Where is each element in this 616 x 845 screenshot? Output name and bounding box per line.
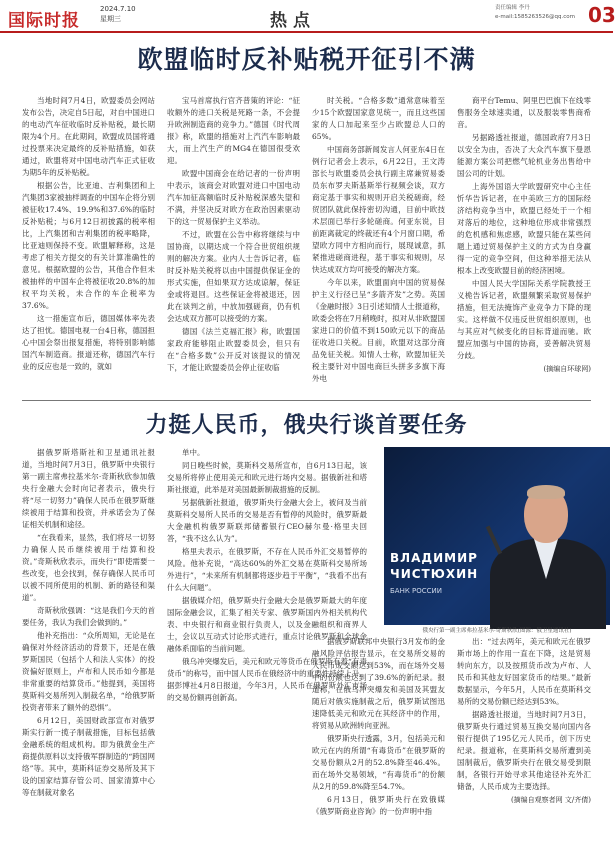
article1-byline: (摘编自环球网) (543, 365, 591, 373)
article2-column-1 (22, 447, 155, 837)
screen-bank-label: БАНК РОССИИ (390, 587, 443, 595)
paragraph: 另据路透社报道，德国政府7月3日以安全为由，否决了大众汽车旗下曼恩能源方案公司把燃气轮机业务出售给中国公司的计划。 (457, 133, 591, 178)
paragraph: 上海外国语大学欧盟研究中心主任忻华告诉记者，在中美欧三方的国际经济结构竞争当中，欧盟已经处于一个相对落后的地位，这种地位形成非常强烈的危机感和焦虑感，欧盟只能在某些问题上通过贸易保护主义的方式为自身赢得一定的竞争空间，但这种举措无法从根本上改变欧盟目前的经济困境。 (457, 182, 591, 275)
paragraph: 时关税。“合格多数”通常意味着至少15个欧盟国家意见统一，而且这些国家的人口加起来至少占欧盟总人口的65%。 (312, 96, 445, 141)
paragraph: “在我看来，显然，我们将尽一切努力确保人民币继续被用于结算和投资。”奇斯秋欣表示，而央行“即使需要一些改变，也会找到，保存确保人民币可以被不同所使用的机制、新的路径和渠道”。 (22, 533, 155, 602)
article2-headline: 力挺人民币，俄央行谈首要任务 (145, 413, 468, 438)
photo-caption: 俄央行第一副主席弗拉基米尔·奇斯秋欣(图源：俄卫星通讯社) (422, 628, 572, 634)
paragraph: 宝马首席执行官齐普策的评论：“征收额外的进口关税是死路一条，不会提升欧洲制造商的竞争力。”德国《时代周报》称，欧盟的措施对上汽汽车影响最大，而上汽生产的MG4在德国很受欢迎。 (167, 96, 300, 165)
paragraph: 另据俄新社报道，俄罗斯央行金融大会上，被问及当前莫斯科交易所人民币的交易是否有暂停的风险时，俄罗斯最大金融机构俄罗斯联邦储蓄银行CEO赫尔曼·格里夫回答，“我不这么认为”。 (167, 498, 367, 543)
paragraph: 出：“过去两年，美元和欧元在俄罗斯市场上的作用一直在下降，这是贸易转向东方，以及按照货币改为卢布、人民币和其他友好国家货币的结果。”最新数据显示，今年5月，人民币在莫斯科交易所的交易份额已经达到53%。 (457, 637, 591, 706)
masthead: 国际时报 (8, 11, 80, 31)
article2-column-3 (312, 636, 445, 836)
screen-name-line1: ВЛАДИМИР (390, 551, 478, 565)
page-header (0, 0, 616, 33)
paragraph: 6月13日，俄罗斯央行在致俄媒《俄罗斯商业咨询》的一份声明中指 (312, 795, 445, 816)
article1-column-4 (457, 95, 591, 395)
paragraph: 单中。 (182, 448, 205, 457)
paragraph: 俄乌冲突爆发后，美元和欧元等货币在俄罗斯有着“有毒货币”的称号，而中国人民币在俄经济中的重要性持续上升。据彭博社4月8日报道，今年3月，人民币在俄罗斯外汇市场的交易份额再创新高。 (167, 657, 367, 702)
article1-column-3 (312, 95, 445, 395)
paragraph: 商平台Temu、阿里巴巴旗下在线零售服务全球速卖通，以及服装零售商希音。 (457, 96, 591, 129)
issue-date: 2024.7.10 (100, 5, 136, 13)
issue-date-block (100, 4, 136, 24)
section-title: 热点 (270, 11, 316, 31)
article1-column-1 (22, 95, 155, 395)
paragraph: 今年以来，欧盟面向中国的贸易保护主义行径已呈“多箭齐发”之势。英国《金融时报》3日引述知情人士报道称，欧委会将在7月稍晚时，拟对从非欧盟国家进口的价值不到150欧元以下的商品征收进口关税。目前，欧盟对这部分商品免征关税。知情人士称，欧盟加征关税主要针对中国电商巨头拼多多旗下海外电 (312, 278, 445, 383)
article1-headline: 欧盟临时反补贴税开征引不满 (137, 45, 476, 74)
paragraph: 根据公告，比亚迪、吉利集团和上汽集团3家被抽样调查的中国车企将分别被征收17.4%、19.9%和37.6%的临时反补贴税；与6月12日初披露的税率相比，上汽集团和吉利集团的税率略降，比亚迪则保持不变。欧盟解释称，这是考虑了相关方提交的有关计算准确性的意见。根据欧盟的公告，其他合作但未被抽样的中国车企将被征收20.8%的加权平均关税，未合作的车企税率为37.6%。 (22, 181, 155, 310)
paragraph: 他补充指出：“众所周知，无论是在确保对外经济活动的背景下，还是在俄罗斯国民（包括个人和法人实体）的投资偏好原则上，卢布和人民币如今都是非常重要的结算货币。”他提到，美国将莫斯科交易所列入制裁名单，“给俄罗斯投资者带来了额外的恐惧”。 (22, 631, 155, 712)
paragraph: 中国商务部新闻发言人何亚东4日在例行记者会上表示，6月22日，王文涛部长与欧盟委员会执行副主席兼贸易委员东布罗夫斯基斯举行视频会谈，双方商定基于事实和规则开启关税磋商，经贸团队就此保持密切沟通，目前中欧技术层面已举行多轮磋商。何亚东说，目前距离裁定的终裁还有4个月窗口期，希望欧方同中方相向而行，展现诚意，抓紧推进磋商进程，基于事实和规则，尽快达成双方均可接受的解决方案。 (312, 145, 445, 274)
issue-weekday: 星期三 (100, 15, 121, 23)
paragraph: 据俄媒介绍，俄罗斯央行金融大会是俄罗斯最大的年度国际金融会议，汇集了相关专家、俄罗斯国内外相关机构代表、中央银行和商业银行负责人，以及金融组织和商界人士，会议以互动式讨论形式进行，重点讨论俄罗斯和全球金融体系面临的当前问题。 (167, 596, 367, 653)
paragraph: 6月12日，美国财政部宣布对俄罗斯实行新一揽子制裁措施，目标包括俄金融系统的组成机构。即为俄黄金生产商提供原料以支持俄军群制造的“跨国网络”等。其中，莫斯科证券交易所及其下设的国家结算存管公司、国家清算中心等在制裁对象名 (22, 716, 155, 797)
speaker-hair (527, 485, 565, 499)
news-photo (384, 447, 610, 625)
article1-column-2 (167, 95, 300, 395)
screen-name-line2: ЧИСТЮХИН (390, 567, 479, 581)
editor-name: 责任编辑 李丹 (495, 5, 530, 11)
paragraph: 中国人民大学国际关系学院教授王义桅告诉记者，欧盟频繁采取贸易保护措施，但无法掩饰产业竞争力下降的现实。这样做不仅违反世贸组织原则，也与其应对气候变化的目标背道而驰。欧盟应加强与中国的协商，妥善解决贸易分歧。 (457, 279, 591, 360)
paragraph: 不过，欧盟在公告中称将继续与中国协商，以期达成一个符合世贸组织规则的解决方案。业内人士告诉记者，临时反补贴关税将以由中国提供保证金的形式实施，但如果双方达成谅解，保证金或将退回。这些保证金将被退还，因此在谈判之前，中放加强磋商，仍有机会达成双方都可以接受的方案。 (167, 230, 300, 323)
article-divider (22, 400, 591, 401)
paragraph: 据路透社报道，当地时间7月3日，俄罗斯央行通过贸易互换交易向国内各银行提供了195亿元人民币，创下历史纪录。报道称，在莫斯科交易所遭到美国制裁后，俄罗斯央行在俄交易受到限制，各银行开始寻求其他途径补充外汇储备，人民币成为主要选择。 (457, 710, 591, 791)
paragraph: 当地时间7月4日，欧盟委员会网站发布公告，决定自5日起，对自中国进口的电动汽车征收临时反补贴税，最长期限为4个月。在此期间，欧盟成员国将通过投票来决定最终的反补贴措施，如获通过，欧盟将对中国电动汽车正式征收为期5年的反补贴税。 (22, 96, 155, 177)
paragraph: 据俄罗斯塔斯社和卫星通讯社报道，当地时间7月3日，俄罗斯中央银行第一副主席弗拉基米尔·奇斯秋欣参加俄央行金融大会时向记者表示，俄央行将“尽一切努力”确保人民币在俄罗斯继续被用于结算和投资，并承诺会为了保证相关机制和途径。 (22, 448, 155, 529)
paragraph: 据俄罗斯联邦中央银行3月发布的金融风险评估报告显示，在交易所交易的人民币成交额达到53%，而在场外交易中的份额也达到了39.6%的新纪录。报道称，在俄乌冲突爆发和美国及其盟友随后对俄实施制裁之后，俄罗斯试图迅速降低美元和欧元在其经济中的作用，将贸易从欧洲转向亚洲。 (312, 637, 445, 730)
paragraph: 同日晚些时候，莫斯科交易所宣布，自6月13日起，该交易所将停止使用美元和欧元进行场内交易。据俄新社和塔斯社报道，此举是对美国最新制裁措施的反制。 (167, 461, 367, 494)
editor-info (495, 4, 575, 22)
editor-email: e-mail:1585263526@qq.com (495, 14, 575, 20)
paragraph: 欧盟中国商会在给记者的一份声明中表示，该商会对欧盟对进口中国电动汽车加征高额临时反补贴税深感失望和不满，并坚决反对欧方在政治因素驱动下的这一贸易保护主义举动。 (167, 169, 300, 226)
paragraph: 俄罗斯央行透露，3月，包括美元和欧元在内的所谓“有毒货币”在俄罗斯的交易份额从2月的52.8%降至46.4%。而在场外交易领域，“有毒货币”的份额从2月的59.8%降至54.7%。 (312, 734, 445, 791)
paragraph: 格里夫表示，在俄罗斯，不存在人民币外汇交易暂停的风险。他补充说，“高达60%的外汇交易在莫斯科交易所场外进行”，“未来所有机制都将逐步趋于平衡”，“我看不出有什么大问题”。 (167, 547, 367, 592)
page-number: 03 (588, 3, 616, 27)
paragraph: 奇斯秋欣强调：“这是我们今天的首要任务，我认为我们会做到的。” (22, 606, 155, 627)
paragraph: 德国《法兰克福汇报》称，欧盟国家政府能够阻止欧盟委员会，但只有在“合格多数”公开反对该提议的情况下，才能让欧盟委员会停止征收临 (167, 327, 300, 372)
article2-byline: (摘编自观察者网 文/齐倩) (510, 796, 591, 804)
paragraph: 这一措施宣布后，德国媒体率先表达了担忧。德国电视一台4日称，德国担心中国会祭出报复措施，将特别影响德国汽车制造商。报道还称，德国汽车行业的反应也是一致的，就如 (22, 314, 155, 371)
article2-column-4 (457, 636, 591, 836)
